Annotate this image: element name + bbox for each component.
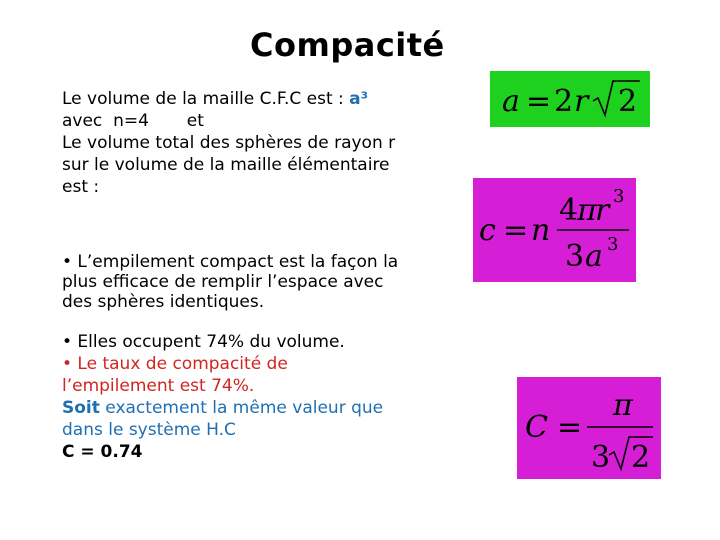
denominator-a: a xyxy=(585,239,603,274)
formula-svg xyxy=(473,178,636,282)
denominator-exponent: 3 xyxy=(607,234,619,255)
formula-coef: 2 xyxy=(554,84,574,119)
numerator-r: r xyxy=(595,193,610,228)
denominator-coef: 3 xyxy=(565,239,585,274)
text-line xyxy=(62,397,462,419)
text-line: Le volume total des sphères de rayon r xyxy=(62,133,396,153)
text-line: est : xyxy=(62,177,100,197)
result-line: C = 0.74 xyxy=(62,442,143,462)
formula-radicand: 2 xyxy=(618,84,638,119)
text-segment: exactement la même valeur que xyxy=(99,398,384,418)
formula-n: n xyxy=(531,213,551,248)
formula-equals: = xyxy=(503,213,529,248)
formula-equals: = xyxy=(526,84,552,119)
cfc-volume-text xyxy=(62,88,462,198)
formula-lattice-parameter xyxy=(490,71,650,127)
formula-compactness-result xyxy=(517,377,661,479)
formula-lhs: c xyxy=(479,213,496,248)
formula-lhs: a xyxy=(502,84,520,119)
numerator-coef: 4 xyxy=(559,193,579,228)
formula-svg xyxy=(517,377,661,479)
text-line xyxy=(62,88,462,110)
text-line: • Le taux de compacité de xyxy=(62,354,288,374)
formula-svg xyxy=(490,71,650,127)
text-line: des sphères identiques. xyxy=(62,292,265,312)
formula-lhs: C xyxy=(525,410,548,445)
text-line: • Elles occupent 74% du volume. xyxy=(62,332,345,352)
text-segment: Soit xyxy=(62,398,100,418)
formula-compactness-general xyxy=(473,178,636,282)
denominator-radicand: 2 xyxy=(631,440,651,475)
text-line: l’empilement est 74%. xyxy=(62,376,255,396)
text-line: dans le système H.C xyxy=(62,420,236,440)
page-title: Compacité xyxy=(250,26,445,64)
compactness-text xyxy=(62,331,462,463)
text-line: plus efficace de remplir l’espace avec xyxy=(62,272,384,292)
stacking-text xyxy=(62,252,452,312)
text-line: avec n=4 et xyxy=(62,111,204,131)
numerator-exponent: 3 xyxy=(613,186,625,207)
denominator-coef: 3 xyxy=(591,440,611,475)
text-line: sur le volume de la maille élémentaire xyxy=(62,155,390,175)
text-segment: Le volume de la maille C.F.C est : xyxy=(62,89,350,109)
numerator-pi: π xyxy=(577,193,597,228)
text-line: • L’empilement compact est la façon la xyxy=(62,252,399,272)
formula-var: r xyxy=(574,84,589,119)
formula-equals: = xyxy=(557,410,583,445)
accent-term: a³ xyxy=(349,89,369,109)
numerator-pi: π xyxy=(613,388,633,423)
